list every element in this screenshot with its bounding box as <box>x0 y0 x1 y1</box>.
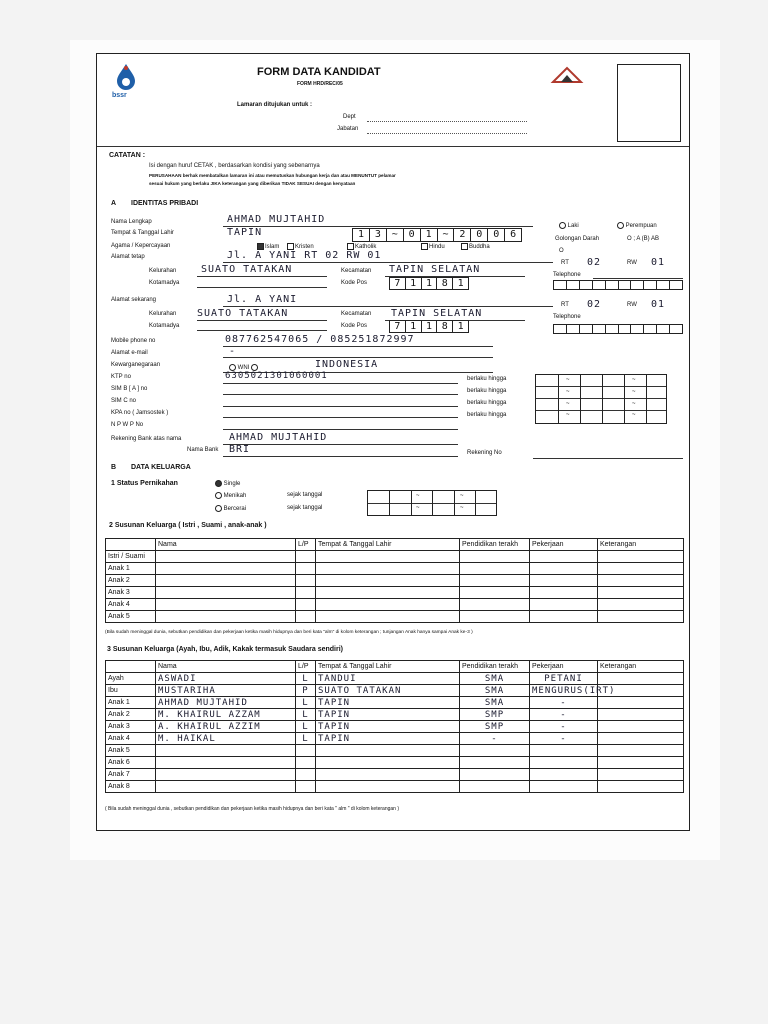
table-row[interactable]: Ibu MUSTARIHA P SUATO TATAKAN SMA MENGURUS(IRT) <box>106 685 684 697</box>
alamat-sekarang-value[interactable]: Jl. A YANI <box>227 294 298 305</box>
radio-icon <box>617 222 624 229</box>
kecamatan-value[interactable]: TAPIN SELATAN <box>389 264 481 275</box>
form-title: FORM DATA KANDIDAT <box>257 66 381 78</box>
kpa-label: KPA no ( Jamsostek ) <box>111 410 169 416</box>
nama-label: Nama Lengkap <box>111 219 152 225</box>
ktp-line <box>223 383 458 384</box>
table-row[interactable]: Anak 3 A. KHAIRUL AZZIM L TAPIN SMP - <box>106 721 684 733</box>
agama-label: Agama / Kepercayaan <box>111 243 171 249</box>
npwp-line <box>223 429 458 430</box>
berlaku-grid[interactable]: ~ ~ ~ ~ ~ ~ ~ ~ <box>535 374 667 424</box>
note3: ( Bila sudah meninggal dunia , sebutkan pendidikan dan pekerjaan ketika masih hidupnya dan beri kata " alm " di kolom keterangan ) <box>105 806 400 812</box>
wni-radio[interactable]: WNI <box>229 364 258 371</box>
rt2-label: RT <box>561 302 569 308</box>
tempat-value[interactable]: TAPIN <box>227 227 263 238</box>
radio-icon <box>215 505 222 512</box>
rekening-nama-value[interactable]: AHMAD MUJTAHID <box>229 432 328 443</box>
rekening-nama-label: Rekening Bank atas nama <box>111 436 182 442</box>
tanggal-grid[interactable]: ~ ~ ~ ~ <box>367 490 497 516</box>
table-row[interactable]: Anak 8 <box>106 781 684 793</box>
kotamadya-label: Kotamadya <box>149 280 180 286</box>
mobile-label: Mobile phone no <box>111 338 156 344</box>
agama-kristen[interactable]: Kristen <box>287 243 314 250</box>
nama-line <box>223 226 533 227</box>
goldar-o-radio[interactable]: O <box>559 248 564 254</box>
kodepos2-label: Kode Pos <box>341 323 368 329</box>
catatan-label: CATATAN : <box>109 152 146 159</box>
telephone-line <box>593 278 683 279</box>
email-label: Alamat e-mail <box>111 350 148 356</box>
rw2-label: RW <box>627 302 637 308</box>
alamat-tetap-line <box>223 262 553 263</box>
status-label: 1 Status Pernikahan <box>111 480 178 487</box>
table2 <box>105 538 684 623</box>
table-header: Nama L/P Tempat & Tanggal Lahir Pendidikan terakh Pekerjaan Keterangan <box>106 539 684 551</box>
rw-label: RW <box>627 260 637 266</box>
status-menikah[interactable]: Menikah <box>215 492 246 499</box>
kpa-line <box>223 417 458 418</box>
table2-title: 2 Susunan Keluarga ( Istri , Suami , anak-anak ) <box>109 522 267 529</box>
status-single[interactable]: Single <box>215 480 240 487</box>
table-header: Nama L/P Tempat & Tanggal Lahir Pendidikan terakh Pekerjaan Keterangan <box>106 661 684 673</box>
agama-katholik[interactable]: Katholik <box>347 243 376 250</box>
table-row[interactable]: Anak 2 <box>106 575 684 587</box>
rw2-value[interactable]: 01 <box>651 299 666 310</box>
telephone-label: Telephone <box>553 272 581 278</box>
table-row[interactable]: Anak 3 <box>106 587 684 599</box>
table-row[interactable]: Anak 1 AHMAD MUJTAHID L TAPIN SMA - <box>106 697 684 709</box>
agama-hindu[interactable]: Hindu <box>421 243 445 250</box>
gender-perempuan[interactable]: Perempuan <box>617 222 657 229</box>
nama-value[interactable]: AHMAD MUJTAHID <box>227 214 326 225</box>
bssr-logo-icon <box>111 62 141 96</box>
sejak-bercerai: sejak tanggal <box>287 505 323 511</box>
berlaku-sima: berlaku hingga <box>467 388 507 394</box>
form-code: FORM HRD/REC/05 <box>297 81 343 87</box>
berlaku-ktp: berlaku hingga <box>467 376 507 382</box>
alamat-tetap-value[interactable]: Jl. A YANI RT 02 RW 01 <box>227 250 382 261</box>
section-a-letter: A <box>111 200 117 207</box>
radio-icon <box>251 364 258 371</box>
rt2-value[interactable]: 02 <box>587 299 602 310</box>
ktp-value[interactable]: 6305021301060001 <box>225 371 328 381</box>
rekening-no-line <box>533 458 683 459</box>
agama-islam[interactable]: Islam <box>257 243 279 250</box>
berlaku-kpa: berlaku hingga <box>467 412 507 418</box>
checkbox-icon <box>461 243 468 250</box>
note2: (Bila sudah meninggal dunia, sebutkan pendidikan dan pekerjaan ketika masih hidupnya dan beri kata "alm" di kolom keterangan ; tunjangan Anak hanya sampai Anak ke-3 ) <box>105 630 473 635</box>
section-a-title: IDENTITAS PRIBADI <box>131 200 199 207</box>
radio-icon <box>559 222 566 229</box>
rw-value[interactable]: 01 <box>651 257 666 268</box>
rt-value[interactable]: 02 <box>587 257 602 268</box>
kewarganegaraan-value[interactable]: INDONESIA <box>315 359 379 370</box>
table-row[interactable]: Anak 2 M. KHAIRUL AZZAM L TAPIN SMP - <box>106 709 684 721</box>
ktp-label: KTP no <box>111 374 131 380</box>
telephone-cells[interactable] <box>553 280 683 290</box>
checked-icon <box>257 243 264 250</box>
jabatan-line <box>367 133 527 134</box>
goldar-label: Golongan Darah <box>555 236 600 242</box>
telephone2-label: Telephone <box>553 314 581 320</box>
table-row[interactable]: Anak 4 <box>106 599 684 611</box>
simc-label: SIM C no <box>111 398 137 404</box>
bank-line <box>223 456 458 457</box>
candidate-form <box>96 53 690 831</box>
goldar-value[interactable]: O ; A (B) AB <box>627 236 660 242</box>
kotamadya2-label: Kotamadya <box>149 323 180 329</box>
bank-value[interactable]: BRI <box>229 444 251 455</box>
tgl-lahir-cells[interactable]: 1 3 ~ 0 1 ~ 2 0 0 6 <box>352 228 522 242</box>
kodepos2-cells[interactable]: 7 1 1 8 1 <box>389 320 469 333</box>
mobile-value[interactable]: 087762547065 / 085251872997 <box>225 334 415 345</box>
radio-icon <box>215 492 222 499</box>
catatan-line2: PERUSAHAAN berhak membatalkan lamaran ini atau memutuskan hubungan kerja dan atau MENUNTUT pelamar <box>149 173 396 178</box>
alamat-sekarang-line <box>223 306 553 307</box>
alamat-sekarang-label: Alamat sekarang <box>111 297 157 303</box>
brand-text: bssr <box>112 92 127 99</box>
table-row[interactable]: Anak 6 <box>106 757 684 769</box>
kewarganegaraan-label: Kewarganegaraan <box>111 362 161 368</box>
company-logo-icon <box>549 64 585 88</box>
gender-laki[interactable]: Laki <box>559 222 579 229</box>
table-row[interactable]: Anak 1 <box>106 563 684 575</box>
dept-label: Dept <box>343 114 356 120</box>
bank-label: Nama Bank <box>187 447 219 453</box>
sejak-menikah: sejak tanggal <box>287 492 323 498</box>
table-row[interactable]: Anak 4 M. HAIKAL L TAPIN - - <box>106 733 684 745</box>
applied-label: Lamaran ditujukan untuk : <box>237 102 313 108</box>
kelurahan-label: Kelurahan <box>149 268 177 274</box>
rekening-no-label: Rekening No <box>467 450 502 456</box>
kecamatan2-label: Kecamatan <box>341 311 372 317</box>
telephone2-cells[interactable] <box>553 324 683 334</box>
catatan-line3: sesuai hukum yang berlaku JIKA keterangan yang diberikan TIDAK SESUAI dengan kenyataan <box>149 181 356 186</box>
table-row[interactable]: Ayah ASWADI L TANDUI SMA PETANI <box>106 673 684 685</box>
alamat-tetap-label: Alamat tetap <box>111 254 145 260</box>
npwp-label: N P W P No <box>111 422 144 428</box>
table-row[interactable]: Anak 7 <box>106 769 684 781</box>
table-row[interactable]: Anak 5 <box>106 745 684 757</box>
kelurahan2-label: Kelurahan <box>149 311 177 317</box>
kodepos-label: Kode Pos <box>341 280 368 286</box>
simc-line <box>223 406 458 407</box>
kecamatan2-value[interactable]: TAPIN SELATAN <box>391 308 483 319</box>
status-bercerai[interactable]: Bercerai <box>215 505 246 512</box>
radio-checked-icon <box>215 480 222 487</box>
agama-buddha[interactable]: Buddha <box>461 243 490 250</box>
mobile-line <box>223 346 493 347</box>
table3-body <box>106 673 684 793</box>
kecamatan-label: Kecamatan <box>341 268 372 274</box>
kelurahan2-value[interactable]: SUATO TATAKAN <box>197 308 289 319</box>
jabatan-label: Jabatan <box>337 126 359 132</box>
checkbox-icon <box>347 243 354 250</box>
header-divider <box>97 146 689 147</box>
photo-box <box>617 64 681 142</box>
section-b-title: DATA KELUARGA <box>131 464 191 471</box>
checkbox-icon <box>421 243 428 250</box>
table-row[interactable]: Istri / Suami <box>106 551 684 563</box>
kotamadya2-line <box>197 330 327 331</box>
kelurahan2-line <box>197 320 327 321</box>
kelurahan-value[interactable]: SUATO TATAKAN <box>201 264 293 275</box>
radio-icon <box>229 364 236 371</box>
sima-line <box>223 394 458 395</box>
rekening-nama-line <box>223 444 458 445</box>
checkbox-icon <box>287 243 294 250</box>
table-row[interactable]: Anak 5 <box>106 611 684 623</box>
sima-label: SIM B [ A ] no <box>111 386 148 392</box>
email-line <box>223 357 493 358</box>
rt-label: RT <box>561 260 569 266</box>
table3-title: 3 Susunan Keluarga (Ayah, Ibu, Adik, Kakak termasuk Saudara sendiri) <box>107 646 344 653</box>
kelurahan-line <box>197 276 327 277</box>
catatan-line1: Isi dengan huruf CETAK , berdasarkan kondisi yang sebenarnya <box>149 163 320 169</box>
kotamadya-line <box>197 287 327 288</box>
berlaku-simc: berlaku hingga <box>467 400 507 406</box>
kodepos-cells[interactable]: 7 1 1 8 1 <box>389 277 469 290</box>
ttl-label: Tempat & Tanggal Lahir <box>111 230 174 236</box>
email-value[interactable]: - <box>229 346 237 357</box>
dept-line <box>367 121 527 122</box>
table3 <box>105 660 684 793</box>
section-b-letter: B <box>111 464 117 471</box>
